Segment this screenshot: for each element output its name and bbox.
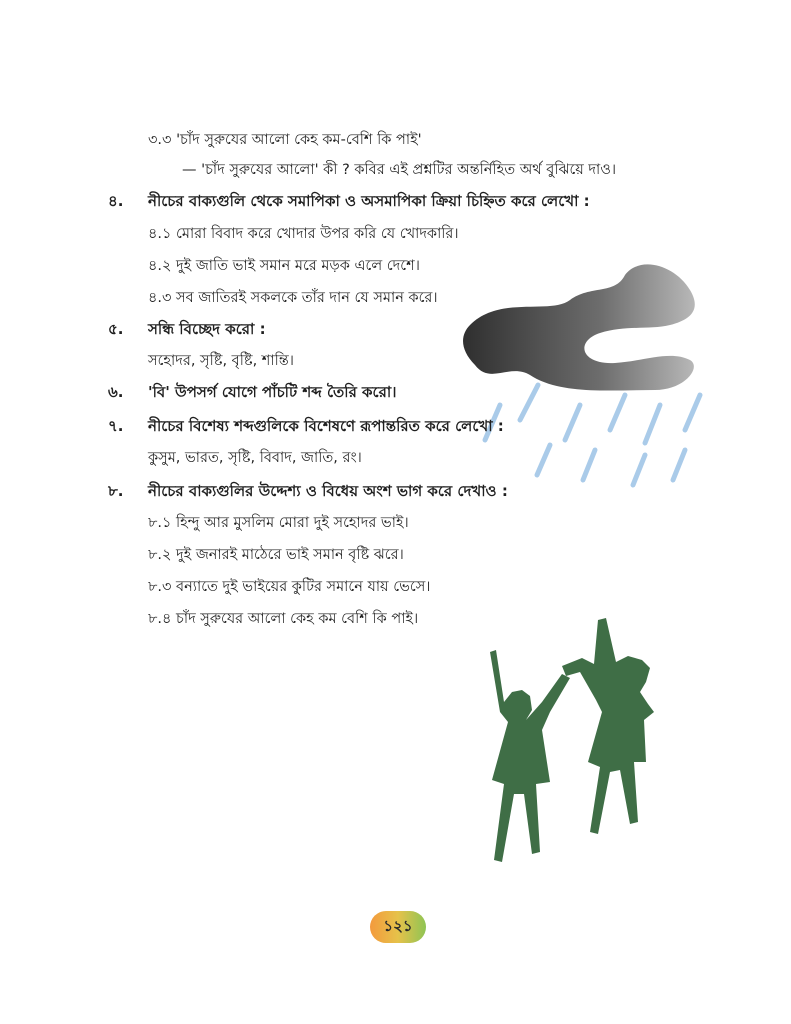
question-7-heading: নীচের বিশেষ্য শব্দগুলিকে বিশেষণে রূপান্তরিত করে লেখো : bbox=[148, 417, 504, 435]
question-8-item: ৮.৪ চাঁদ সুরুযের আলো কেহ কম বেশি কি পাই। bbox=[148, 611, 419, 627]
question-8-item: ৮.২ দুই জনারই মাঠেরে ভাই সমান বৃষ্টি ঝরে। bbox=[148, 547, 404, 563]
question-4-item: ৪.৩ সব জাতিরই সকলকে তাঁর দান যে সমান করে। bbox=[148, 290, 438, 306]
question-7-words: কুসুম, ভারত, সৃষ্টি, বিবাদ, জাতি, রং। bbox=[148, 450, 362, 466]
question-number-5: ৫. bbox=[108, 320, 124, 338]
right-figure bbox=[562, 618, 654, 834]
question-5-heading: সন্ধি বিচ্ছেদ করো : bbox=[148, 320, 266, 338]
question-number-7: ৭. bbox=[108, 417, 124, 435]
question-number-4: ৪. bbox=[108, 192, 124, 210]
left-figure bbox=[490, 650, 570, 862]
page-number-badge bbox=[370, 911, 426, 943]
cloud-shape bbox=[463, 264, 695, 390]
rain-cloud-illustration bbox=[440, 255, 750, 495]
question-5-words: সহোদর, সৃষ্টি, বৃষ্টি, শান্তি। bbox=[148, 353, 294, 369]
question-8-item: ৮.১ হিন্দু আর মুসলিম মোরা দুই সহোদর ভাই। bbox=[148, 515, 409, 531]
question-3-3-detail: — 'চাঁদ সুরুযের আলো' কী ? কবির এই প্রশ্নটির অন্তর্নিহিত অর্থ বুঝিয়ে দাও। bbox=[182, 162, 617, 178]
question-8-heading: নীচের বাক্যগুলির উদ্দেশ্য ও বিধেয় অংশ ভাগ করে দেখাও : bbox=[148, 482, 508, 500]
question-4-item: ৪.১ মোরা বিবাদ করে খোদার উপর করি যে খোদকারি। bbox=[148, 226, 459, 242]
question-6-heading: 'বি' উপসর্গ যোগে পাঁচটি শব্দ তৈরি করো। bbox=[148, 383, 397, 401]
question-4-heading: নীচের বাক্যগুলি থেকে সমাপিকা ও অসমাপিকা ক্রিয়া চিহ্নিত করে লেখো : bbox=[148, 192, 590, 210]
question-4-item: ৪.২ দুই জাতি ভাই সমান মরে মড়ক এলে দেশে। bbox=[148, 258, 420, 274]
question-number-8: ৮. bbox=[108, 482, 124, 500]
page-number: ১২১ bbox=[383, 916, 413, 935]
question-8-item: ৮.৩ বন্যাতে দুই ভাইয়ের কুটির সমানে যায় ভেসে। bbox=[148, 579, 431, 595]
question-number-6: ৬. bbox=[108, 383, 124, 401]
question-3-3: ৩.৩ 'চাঁদ সুরুযের আলো কেহ কম-বেশি কি পাই' bbox=[148, 132, 422, 148]
dancing-figures-illustration bbox=[470, 612, 670, 882]
